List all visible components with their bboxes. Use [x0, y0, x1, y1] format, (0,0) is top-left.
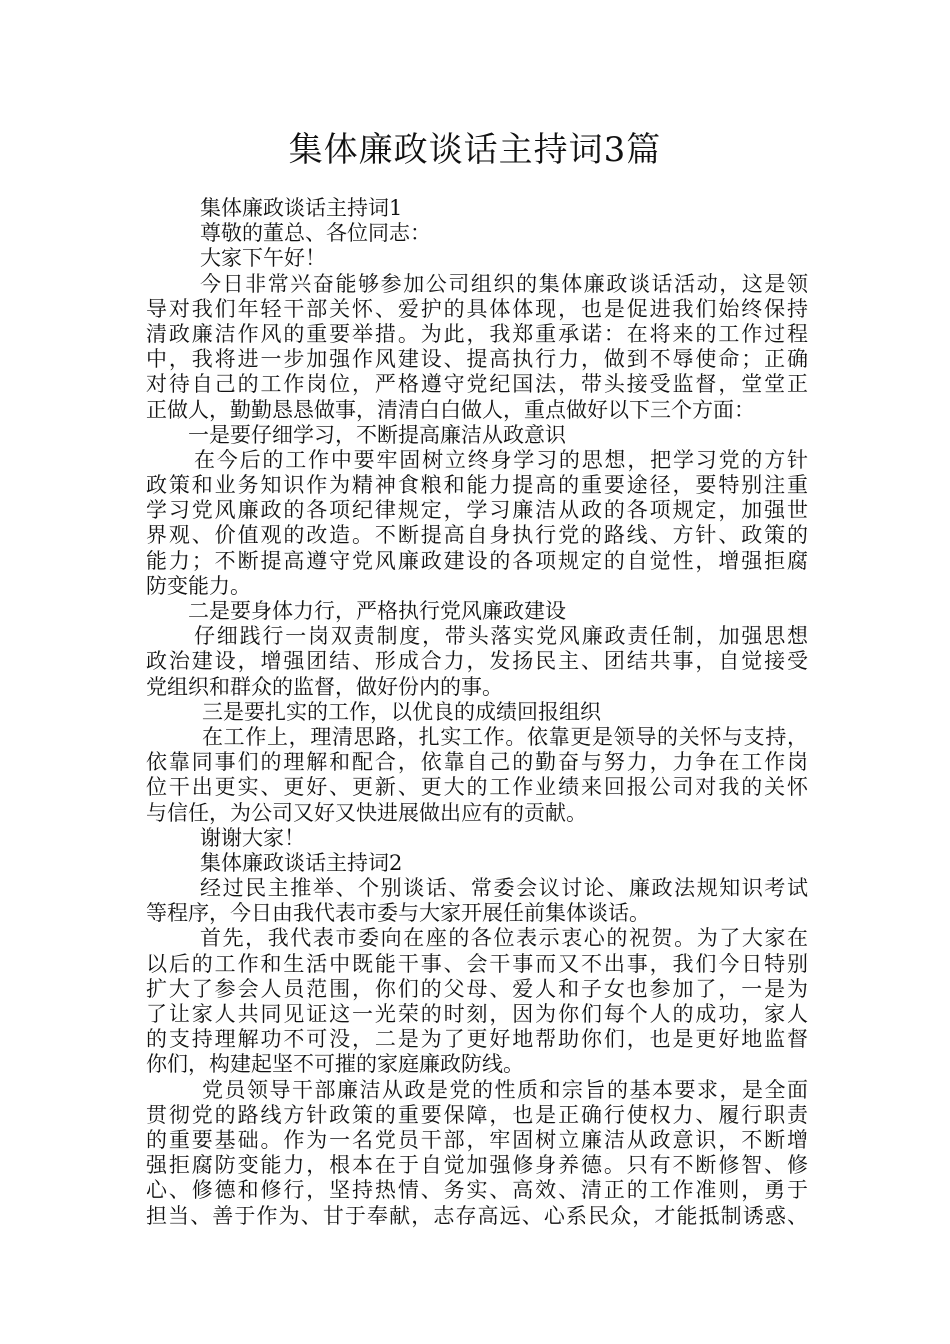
paragraph-line: 学习党风廉政的各项纪律规定，学习廉洁从政的各项规定，加强世 [146, 498, 808, 523]
paragraph-line: 政策和业务知识作为精神食粮和能力提高的重要途径，要特别注重 [146, 473, 808, 498]
paragraph-line: 导对我们年轻干部关怀、爱护的具体体现，也是促进我们始终保持 [146, 296, 808, 321]
paragraph-line: 与信任，为公司又好又快进展做出应有的贡献。 [146, 800, 587, 825]
paragraph-line: 位干出更实、更好、更新、更大的工作业绩来回报公司对我的关怀 [146, 775, 808, 800]
paragraph-line: 等程序，今日由我代表市委与大家开展任前集体谈话。 [146, 901, 650, 926]
paragraph-line: 今日非常兴奋能够参加公司组织的集体廉政谈话活动，这是领 [200, 271, 808, 296]
closing: 谢谢大家！ [200, 825, 305, 850]
salutation: 尊敬的董总、各位同志： [200, 221, 431, 246]
subheading: 二是要身体力行，严格执行党风廉政建设 [188, 599, 566, 623]
paragraph-line: 以后的工作和生活中既能干事、会干事而又不出事，我们今日特别 [146, 951, 808, 976]
paragraph-line: 防变能力。 [146, 573, 251, 598]
paragraph-line: 的支持理解功不可没，二是为了更好地帮助你们，也是更好地监督 [146, 1027, 808, 1052]
paragraph-line: 仔细践行一岗双责制度，带头落实党风廉政责任制，加强思想 [194, 624, 808, 649]
paragraph-line: 在工作上，理清思路，扎实工作。依靠更是领导的关怀与支持， [202, 724, 808, 749]
paragraph-line: 心、修德和修行，坚持热情、务实、高效、清正的工作准则，勇于 [146, 1178, 808, 1203]
paragraph-line: 的重要基础。作为一名党员干部，牢固树立廉洁从政意识，不断增 [146, 1127, 808, 1152]
document-body [146, 196, 808, 1229]
paragraph-line: 正做人，勤勤恳恳做事，清清白白做人，重点做好以下三个方面： [146, 397, 755, 422]
paragraph-line: 你们，构建起坚不可摧的家庭廉政防线。 [146, 1052, 524, 1077]
paragraph-line: 经过民主推举、个别谈话、常委会议讨论、廉政法规知识考试 [200, 876, 808, 901]
paragraph-line: 担当、善于作为、甘于奉献，志存高远、心系民众，才能抵制诱惑、 [146, 1203, 808, 1228]
paragraph-line: 对待自己的工作岗位，严格遵守党纪国法，带头接受监督，堂堂正 [146, 372, 808, 397]
paragraph-line: 扩大了参会人员范围，你们的父母、爱人和子女也参加了，一是为 [146, 976, 808, 1001]
greeting: 大家下午好！ [200, 246, 326, 271]
paragraph-line: 了让家人共同见证这一光荣的时刻，因为你们每个人的成功，家人 [146, 1002, 808, 1026]
paragraph-line: 党组织和群众的监督，做好份内的事。 [146, 674, 503, 699]
section-heading: 集体廉政谈话主持词2 [200, 850, 403, 875]
paragraph-line: 中，我将进一步加强作风建设、提高执行力，做到不辱使命；正确 [146, 347, 808, 372]
paragraph-line: 首先，我代表市委向在座的各位表示衷心的祝贺。为了大家在 [200, 926, 808, 951]
subheading: 三是要扎实的工作，以优良的成绩回报组织 [202, 699, 601, 724]
document-title: 集体廉政谈话主持词3篇 [288, 130, 662, 170]
paragraph-line: 贯彻党的路线方针政策的重要保障，也是正确行使权力、履行职责 [146, 1102, 808, 1127]
paragraph-line: 能力；不断提高遵守党风廉政建设的各项规定的自觉性，增强拒腐 [146, 548, 808, 573]
subheading: 一是要仔细学习，不断提高廉洁从政意识 [188, 422, 566, 447]
paragraph-line: 党员领导干部廉洁从政是党的性质和宗旨的基本要求，是全面 [202, 1077, 808, 1102]
paragraph-line: 强拒腐防变能力，根本在于自觉加强修身养德。只有不断修智、修 [146, 1153, 808, 1178]
section-heading: 集体廉政谈话主持词1 [200, 196, 403, 220]
paragraph-line: 依靠同事们的理解和配合，依靠自己的勤奋与努力，力争在工作岗 [146, 750, 808, 775]
paragraph-line: 界观、价值观的改造。不断提高自身执行党的路线、方针、政策的 [146, 523, 808, 548]
paragraph-line: 清政廉洁作风的重要举措。为此，我郑重承诺：在将来的工作过程 [146, 321, 808, 346]
paragraph-line: 政治建设，增强团结、形成合力，发扬民主、团结共事，自觉接受 [146, 649, 808, 674]
paragraph-line: 在今后的工作中要牢固树立终身学习的思想，把学习党的方针 [194, 447, 808, 472]
